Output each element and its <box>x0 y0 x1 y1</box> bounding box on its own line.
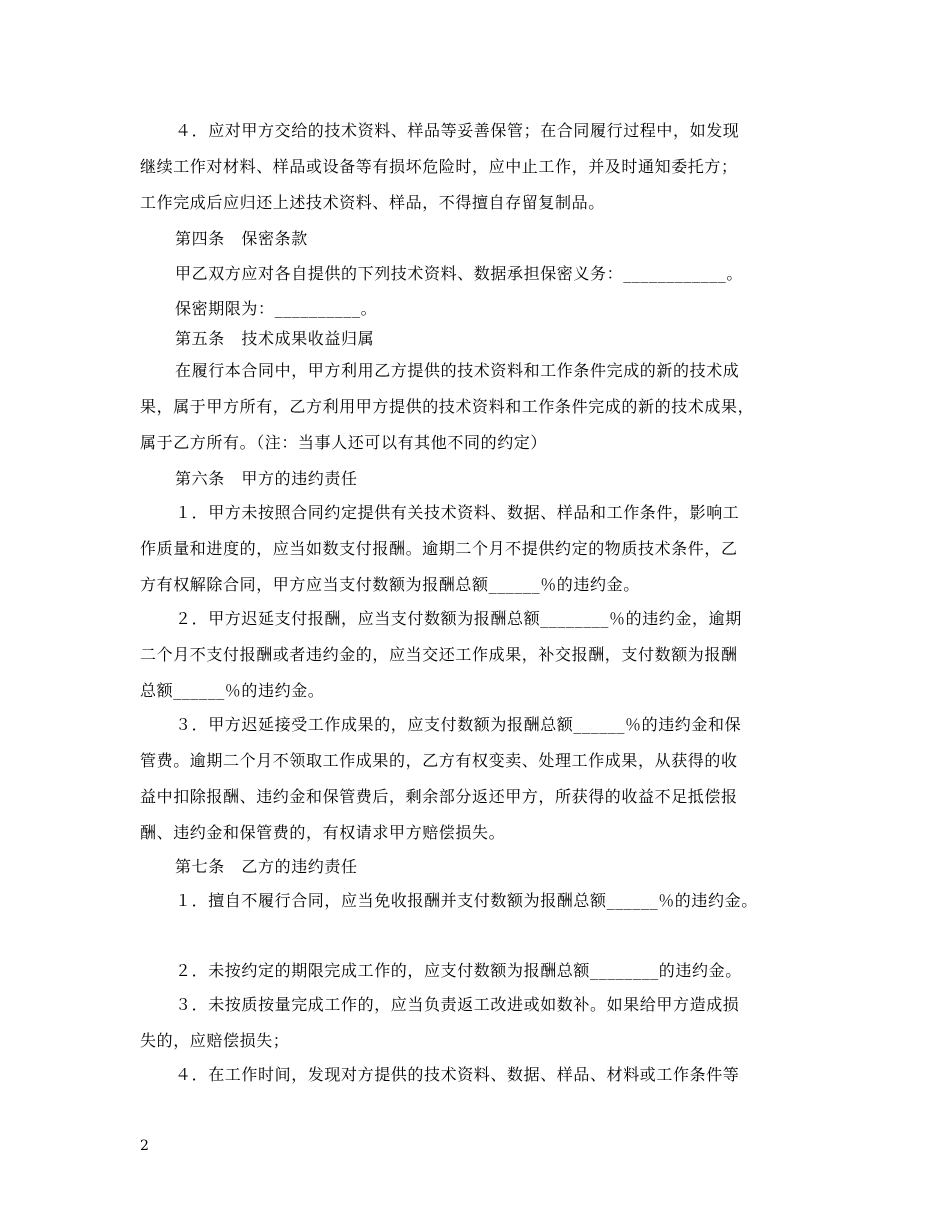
body-line: 方有权解除合同，甲方应当支付数额为报酬总额______％的违约金。 <box>140 575 640 594</box>
body-line: ２．未按约定的期限完成工作的，应支付数额为报酬总额________的违约金。 <box>175 961 742 980</box>
body-line: 继续工作对材料、样品或设备等有损坏危险时，应中止工作，并及时通知委托方； <box>140 157 738 176</box>
body-line: 总额______％的违约金。 <box>140 681 325 700</box>
body-line: １．擅自不履行合同，应当免收报酬并支付数额为报酬总额______％的违约金。 <box>175 891 758 910</box>
body-line: 益中扣除报酬、违约金和保管费后，剩余部分返还甲方，所获得的收益不足抵偿报 <box>140 787 738 806</box>
body-line: 二个月不支付报酬或者违约金的，应当交还工作成果，补交报酬，支付数额为报酬 <box>140 645 738 664</box>
body-line: １．甲方未按照合同约定提供有关技术资料、数据、样品和工作条件，影响工 <box>175 503 740 522</box>
section-heading: 第四条 保密条款 <box>175 229 308 248</box>
body-line: 保密期限为：__________。 <box>175 299 378 318</box>
body-line: 失的，应赔偿损失； <box>140 1031 290 1050</box>
body-line: 管费。逾期二个月不领取工作成果的，乙方有权变卖、处理工作成果，从获得的收 <box>140 751 738 770</box>
section-heading: 第六条 甲方的违约责任 <box>175 469 358 488</box>
body-line: ３．未按质按量完成工作的，应当负责返工改进或如数补。如果给甲方造成损 <box>175 995 740 1014</box>
body-line: ２．甲方迟延支付报酬，应当支付数额为报酬总额________％的违约金，逾期 <box>175 609 742 628</box>
body-line: 甲乙双方应对各自提供的下列技术资料、数据承担保密义务：____________。 <box>175 264 744 283</box>
body-line: 工作完成后应归还上述技术资料、样品，不得擅自存留复制品。 <box>140 193 605 212</box>
body-line: 在履行本合同中，甲方利用乙方提供的技术资料和工作条件完成的新的技术成 <box>175 361 740 380</box>
body-line: 酬、违约金和保管费的，有权请求甲方赔偿损失。 <box>140 823 506 842</box>
body-line: ４．应对甲方交给的技术资料、样品等妥善保管；在合同履行过程中，如发现 <box>175 121 740 140</box>
body-line: ４．在工作时间，发现对方提供的技术资料、数据、样品、材料或工作条件等 <box>175 1065 740 1084</box>
body-line: 属于乙方所有。（注：当事人还可以有其他不同的约定） <box>140 433 548 452</box>
body-line: 作质量和进度的，应当如数支付报酬。逾期二个月不提供约定的物质技术条件，乙 <box>140 539 738 558</box>
section-heading: 第七条 乙方的违约责任 <box>175 857 358 876</box>
section-heading: 第五条 技术成果收益归属 <box>175 329 375 348</box>
body-line: 果，属于甲方所有，乙方利用甲方提供的技术资料和工作条件完成的新的技术成果， <box>140 397 755 416</box>
body-line: ３．甲方迟延接受工作成果的，应支付数额为报酬总额______％的违约金和保 <box>175 715 742 734</box>
page-number: 2 <box>140 1138 149 1154</box>
